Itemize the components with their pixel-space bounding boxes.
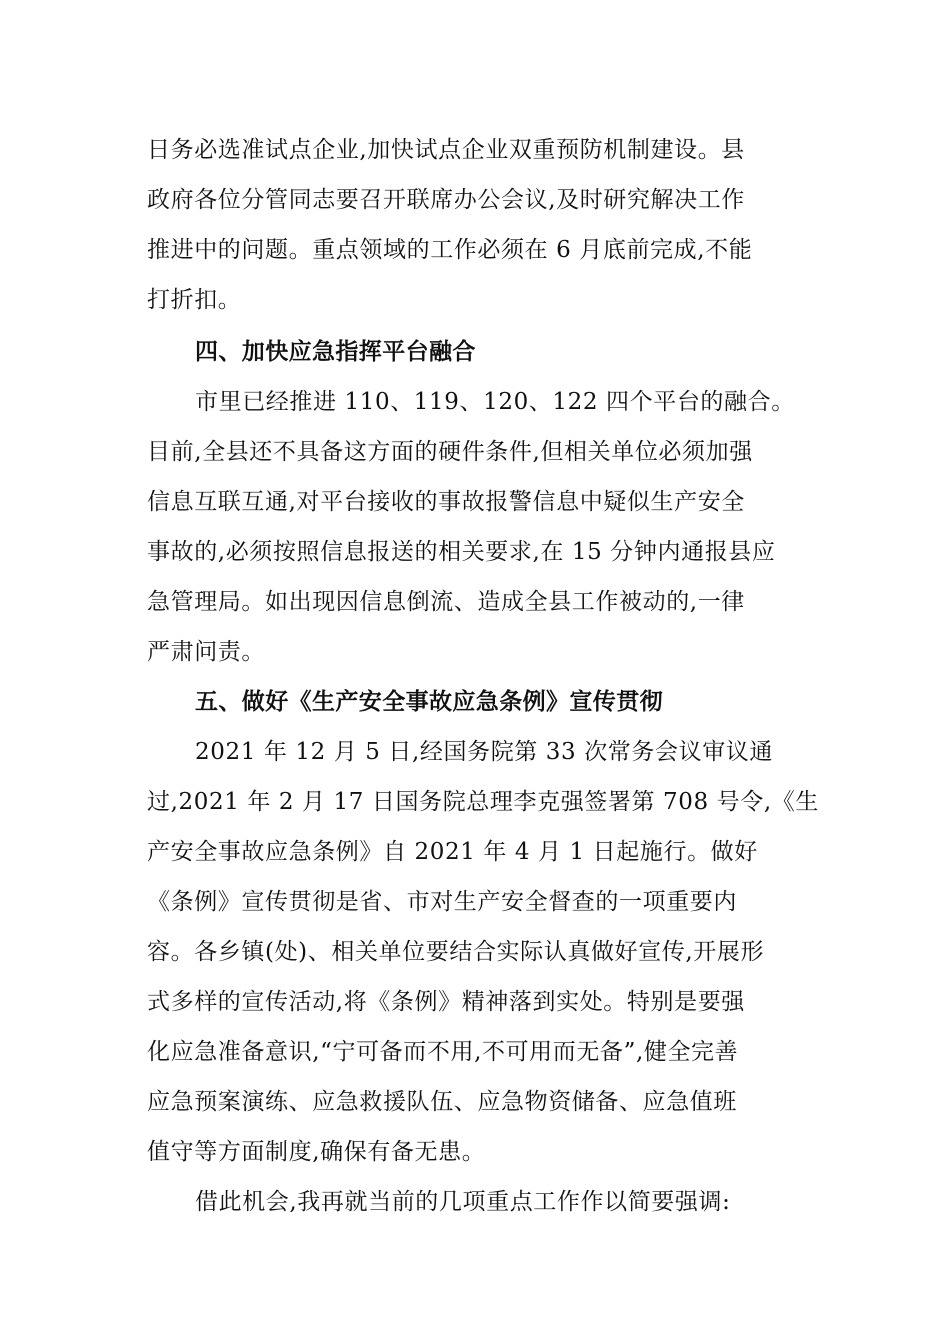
section-heading: 五、做好《生产安全事故应急条例》宣传贯彻 <box>195 689 663 715</box>
body-text-line: 事故的,必须按照信息报送的相关要求,在 15 分钟内通报县应 <box>147 539 776 565</box>
body-text-line: 容。各乡镇(处)、相关单位要结合实际认真做好宣传,开展形 <box>147 939 765 965</box>
body-text-line: 打折扣。 <box>147 287 242 313</box>
body-text-line: 日务必选准试点企业,加快试点企业双重预防机制建设。县 <box>147 137 745 163</box>
body-text-line: 过,2021 年 2 月 17 日国务院总理李克强签署第 708 号令,《生 <box>147 789 819 815</box>
body-text-line: 急管理局。如出现因信息倒流、造成全县工作被动的,一律 <box>147 589 745 615</box>
body-text-line: 严肃问责。 <box>147 639 265 665</box>
body-text-line: 推进中的问题。重点领域的工作必须在 6 月底前完成,不能 <box>147 237 753 263</box>
body-text-line: 值守等方面制度,确保有备无患。 <box>147 1139 486 1165</box>
body-text-line: 产安全事故应急条例》自 2021 年 4 月 1 日起施行。做好 <box>147 839 758 865</box>
paragraph-first-line: 市里已经推进 110、119、120、122 四个平台的融合。 <box>195 389 795 415</box>
body-text-line: 化应急准备意识,“宁可备而不用,不可用而无备”,健全完善 <box>147 1039 739 1065</box>
section-heading: 四、加快应急指挥平台融合 <box>195 339 476 365</box>
body-text-line: 政府各位分管同志要召开联席办公会议,及时研究解决工作 <box>147 187 745 213</box>
body-text-line: 目前,全县还不具备这方面的硬件条件,但相关单位必须加强 <box>147 439 753 465</box>
paragraph-first-line: 借此机会,我再就当前的几项重点工作作以简要强调: <box>195 1189 731 1215</box>
body-text-line: 信息互联互通,对平台接收的事故报警信息中疑似生产安全 <box>147 489 745 515</box>
body-text-line: 式多样的宣传活动,将《条例》精神落到实处。特别是要强 <box>147 989 745 1015</box>
paragraph-first-line: 2021 年 12 月 5 日,经国务院第 33 次常务会议审议通 <box>195 739 773 765</box>
body-text-line: 应急预案演练、应急救援队伍、应急物资储备、应急值班 <box>147 1089 737 1115</box>
body-text-line: 《条例》宣传贯彻是省、市对生产安全督查的一项重要内 <box>147 889 737 915</box>
